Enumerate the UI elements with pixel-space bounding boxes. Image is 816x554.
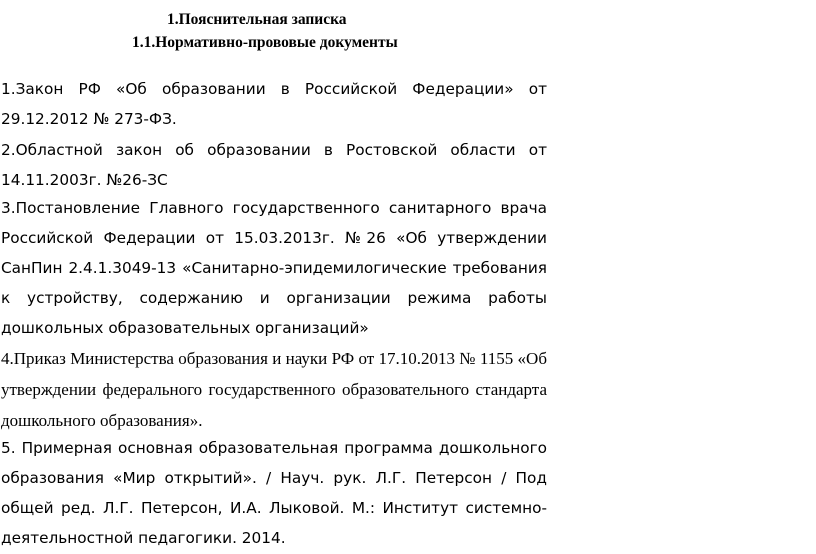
list-item-law-education: 1.Закон РФ «Об образовании в Российской Федерации» от 29.12.2012 № 273-ФЗ. <box>1 80 547 128</box>
list-item-program: 5. Примерная основная образовательная программа дошкольного образования «Мир открытий». / Науч. рук. Л.Г. Петерсон / Под общей ред. Л.Г. Петерсон, И.А. Лыковой. М.: Институт системно-деятельностной педагогики. 2014. <box>1 439 547 547</box>
list-item-ministry-order: 4.Приказ Министерства образования и науки РФ от 17.10.2013 № 1155 «Об утверждении федерального государственного образовательного стандарта дошкольного образования». <box>1 349 547 430</box>
list-item-sanpin-resolution: 3.Постановление Главного государственного санитарного врача Российской Федерации от 15.03.2013г. №26 «Об утверждении СанПин 2.4.1.3049-13 «Санитарно-эпидемилогические требования к устройству, содержанию и организации режима работы дошкольных образовательных организаций» <box>1 199 547 337</box>
list-item-regional-law: 2.Областной закон об образовании в Ростовской области от 14.11.2003г. №26-ЗС <box>1 141 547 189</box>
section-title: 1.1.Нормативно-прововые документы <box>132 34 398 51</box>
document-title: 1.Пояснительная записка <box>167 11 347 28</box>
